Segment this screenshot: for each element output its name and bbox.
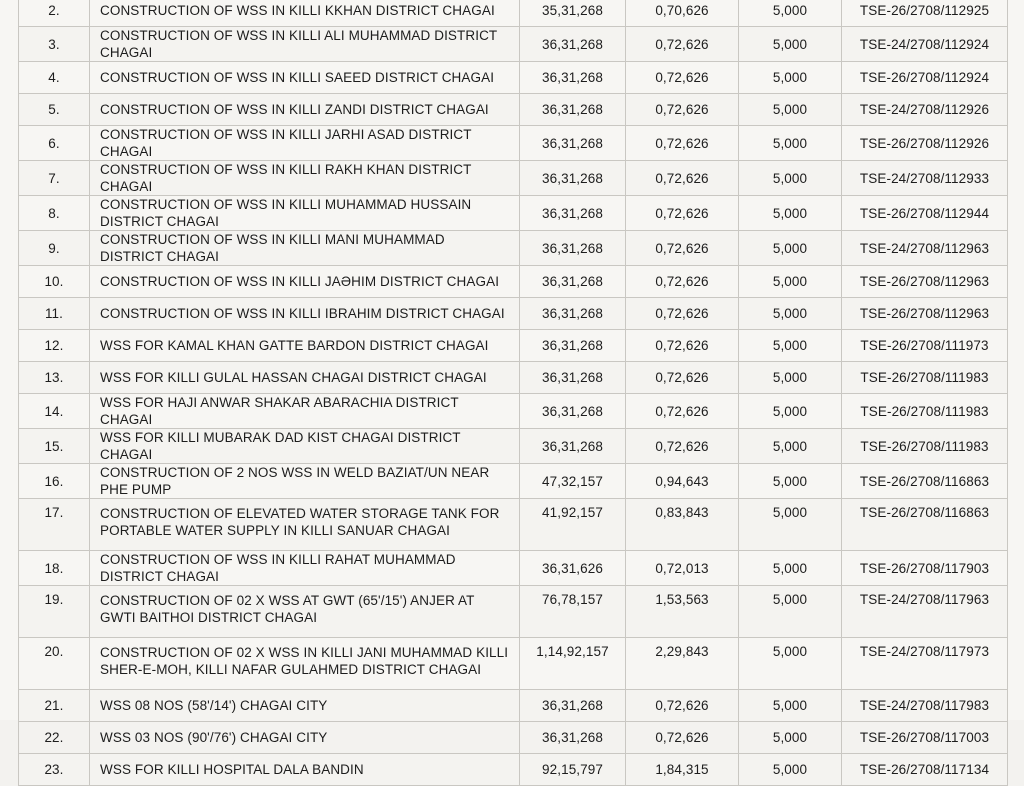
serial-number-cell: 5.: [19, 94, 90, 126]
earnest-money-cell: 0,72,626: [626, 126, 739, 161]
tse-number-cell: TSE-26/2708/112925: [842, 0, 1008, 27]
estimated-cost-cell: 76,78,157: [520, 586, 626, 638]
earnest-money-cell: 0,83,843: [626, 499, 739, 551]
tse-number-cell: TSE-24/2708/117983: [842, 690, 1008, 722]
serial-number-cell: 15.: [19, 429, 90, 464]
earnest-money-cell: 0,94,643: [626, 464, 739, 499]
estimated-cost-cell: 36,31,268: [520, 27, 626, 62]
tse-number-cell: TSE-26/2708/112944: [842, 196, 1008, 231]
estimated-cost-cell: 36,31,268: [520, 196, 626, 231]
work-name-cell: WSS FOR HAJI ANWAR SHAKAR ABARACHIA DISTRICT CHAGAI: [90, 394, 520, 429]
tender-fee-cell: 5,000: [739, 27, 842, 62]
estimated-cost-cell: 36,31,268: [520, 266, 626, 298]
estimated-cost-cell: 36,31,268: [520, 231, 626, 266]
tse-number-cell: TSE-26/2708/111983: [842, 394, 1008, 429]
earnest-money-cell: 1,53,563: [626, 586, 739, 638]
tse-number-cell: TSE-26/2708/112963: [842, 266, 1008, 298]
estimated-cost-cell: 36,31,268: [520, 126, 626, 161]
work-name-cell: CONSTRUCTION OF WSS IN KILLI IBRAHIM DISTRICT CHAGAI: [90, 298, 520, 330]
estimated-cost-cell: 36,31,268: [520, 161, 626, 196]
work-name-cell: CONSTRUCTION OF ELEVATED WATER STORAGE TANK FOR PORTABLE WATER SUPPLY IN KILLI SANUAR CHAGAI: [90, 499, 520, 551]
serial-number-cell: 4.: [19, 62, 90, 94]
tender-fee-cell: 5,000: [739, 266, 842, 298]
tender-fee-cell: 5,000: [739, 0, 842, 27]
table-row: [19, 27, 1008, 62]
serial-number-cell: 13.: [19, 362, 90, 394]
work-name-cell: WSS FOR KILLI MUBARAK DAD KIST CHAGAI DISTRICT CHAGAI: [90, 429, 520, 464]
estimated-cost-cell: 47,32,157: [520, 464, 626, 499]
earnest-money-cell: 0,72,626: [626, 298, 739, 330]
estimated-cost-cell: 36,31,268: [520, 62, 626, 94]
estimated-cost-cell: 36,31,268: [520, 298, 626, 330]
serial-number-cell: 21.: [19, 690, 90, 722]
estimated-cost-cell: 41,92,157: [520, 499, 626, 551]
earnest-money-cell: 0,72,013: [626, 551, 739, 586]
tse-number-cell: TSE-26/2708/117134: [842, 754, 1008, 786]
earnest-money-cell: 0,72,626: [626, 161, 739, 196]
tse-number-cell: TSE-24/2708/112933: [842, 161, 1008, 196]
work-name-cell: CONSTRUCTION OF WSS IN KILLI SAEED DISTRICT CHAGAI: [90, 62, 520, 94]
earnest-money-cell: 0,72,626: [626, 266, 739, 298]
tender-fee-cell: 5,000: [739, 429, 842, 464]
serial-number-cell: 14.: [19, 394, 90, 429]
tse-number-cell: TSE-26/2708/116863: [842, 499, 1008, 551]
estimated-cost-cell: 36,31,268: [520, 362, 626, 394]
tender-fee-cell: 5,000: [739, 330, 842, 362]
tse-number-cell: TSE-26/2708/117903: [842, 551, 1008, 586]
work-name-cell: CONSTRUCTION OF WSS IN KILLI RAKH KHAN DISTRICT CHAGAI: [90, 161, 520, 196]
table-row: [19, 586, 1008, 638]
tender-fee-cell: 5,000: [739, 126, 842, 161]
earnest-money-cell: 0,72,626: [626, 196, 739, 231]
estimated-cost-cell: 36,31,268: [520, 722, 626, 754]
table-row: [19, 62, 1008, 94]
earnest-money-cell: 0,72,626: [626, 690, 739, 722]
work-name-cell: WSS FOR KAMAL KHAN GATTE BARDON DISTRICT CHAGAI: [90, 330, 520, 362]
tender-fee-cell: 5,000: [739, 754, 842, 786]
work-name-cell: WSS FOR KILLI GULAL HASSAN CHAGAI DISTRICT CHAGAI: [90, 362, 520, 394]
serial-number-cell: 9.: [19, 231, 90, 266]
table-row: [19, 394, 1008, 429]
earnest-money-cell: 2,29,843: [626, 638, 739, 690]
table-row: [19, 722, 1008, 754]
tender-fee-cell: 5,000: [739, 499, 842, 551]
earnest-money-cell: 0,72,626: [626, 722, 739, 754]
tse-number-cell: TSE-24/2708/117963: [842, 586, 1008, 638]
estimated-cost-cell: 36,31,268: [520, 330, 626, 362]
work-name-cell: CONSTRUCTION OF 02 X WSS IN KILLI JANI MUHAMMAD KILLI SHER-E-MOH, KILLI NAFAR GULAHMED DISTRICT CHAGAI: [90, 638, 520, 690]
serial-number-cell: 16.: [19, 464, 90, 499]
tse-number-cell: TSE-24/2708/117973: [842, 638, 1008, 690]
earnest-money-cell: 0,70,626: [626, 0, 739, 27]
work-name-cell: WSS FOR KILLI HOSPITAL DALA BANDIN: [90, 754, 520, 786]
earnest-money-cell: 0,72,626: [626, 231, 739, 266]
estimated-cost-cell: 36,31,268: [520, 394, 626, 429]
tse-number-cell: TSE-26/2708/111983: [842, 362, 1008, 394]
tender-fee-cell: 5,000: [739, 231, 842, 266]
tender-fee-cell: 5,000: [739, 722, 842, 754]
tender-rows: [19, 0, 1008, 786]
work-name-cell: CONSTRUCTION OF WSS IN KILLI KKHAN DISTRICT CHAGAI: [90, 0, 520, 27]
table-row: [19, 330, 1008, 362]
serial-number-cell: 23.: [19, 754, 90, 786]
table-row: [19, 551, 1008, 586]
tender-fee-cell: 5,000: [739, 394, 842, 429]
work-name-cell: CONSTRUCTION OF WSS IN KILLI ALI MUHAMMAD DISTRICT CHAGAI: [90, 27, 520, 62]
earnest-money-cell: 0,72,626: [626, 62, 739, 94]
tse-number-cell: TSE-24/2708/112926: [842, 94, 1008, 126]
table-row: [19, 0, 1008, 27]
estimated-cost-cell: 1,14,92,157: [520, 638, 626, 690]
work-name-cell: CONSTRUCTION OF WSS IN KILLI MANI MUHAMMAD DISTRICT CHAGAI: [90, 231, 520, 266]
serial-number-cell: 18.: [19, 551, 90, 586]
table-row: [19, 196, 1008, 231]
table-row: [19, 464, 1008, 499]
tse-number-cell: TSE-24/2708/112963: [842, 231, 1008, 266]
work-name-cell: CONSTRUCTION OF 2 NOS WSS IN WELD BAZIAT/UN NEAR PHE PUMP: [90, 464, 520, 499]
tender-fee-cell: 5,000: [739, 196, 842, 231]
table-row: [19, 298, 1008, 330]
table-row: [19, 362, 1008, 394]
serial-number-cell: 8.: [19, 196, 90, 231]
serial-number-cell: 3.: [19, 27, 90, 62]
tse-number-cell: TSE-26/2708/111973: [842, 330, 1008, 362]
serial-number-cell: 6.: [19, 126, 90, 161]
estimated-cost-cell: 36,31,626: [520, 551, 626, 586]
work-name-cell: CONSTRUCTION OF WSS IN KILLI MUHAMMAD HUSSAIN DISTRICT CHAGAI: [90, 196, 520, 231]
earnest-money-cell: 0,72,626: [626, 362, 739, 394]
serial-number-cell: 7.: [19, 161, 90, 196]
tender-fee-cell: 5,000: [739, 586, 842, 638]
serial-number-cell: 2.: [19, 0, 90, 27]
table-row: [19, 161, 1008, 196]
work-name-cell: WSS 08 NOS (58'/14') CHAGAI CITY: [90, 690, 520, 722]
earnest-money-cell: 1,84,315: [626, 754, 739, 786]
table-row: [19, 429, 1008, 464]
table-row: [19, 266, 1008, 298]
serial-number-cell: 11.: [19, 298, 90, 330]
tse-number-cell: TSE-26/2708/112924: [842, 62, 1008, 94]
table-row: [19, 126, 1008, 161]
tender-fee-cell: 5,000: [739, 94, 842, 126]
earnest-money-cell: 0,72,626: [626, 429, 739, 464]
table-row: [19, 499, 1008, 551]
estimated-cost-cell: 36,31,268: [520, 690, 626, 722]
tender-fee-cell: 5,000: [739, 161, 842, 196]
serial-number-cell: 10.: [19, 266, 90, 298]
work-name-cell: WSS 03 NOS (90'/76') CHAGAI CITY: [90, 722, 520, 754]
estimated-cost-cell: 36,31,268: [520, 94, 626, 126]
tender-fee-cell: 5,000: [739, 464, 842, 499]
tse-number-cell: TSE-26/2708/117003: [842, 722, 1008, 754]
tse-number-cell: TSE-26/2708/112926: [842, 126, 1008, 161]
serial-number-cell: 20.: [19, 638, 90, 690]
estimated-cost-cell: 36,31,268: [520, 429, 626, 464]
tse-number-cell: TSE-26/2708/116863: [842, 464, 1008, 499]
serial-number-cell: 12.: [19, 330, 90, 362]
work-name-cell: CONSTRUCTION OF WSS IN KILLI ZANDI DISTRICT CHAGAI: [90, 94, 520, 126]
table-row: [19, 690, 1008, 722]
tender-fee-cell: 5,000: [739, 362, 842, 394]
tender-fee-cell: 5,000: [739, 551, 842, 586]
earnest-money-cell: 0,72,626: [626, 394, 739, 429]
tender-fee-cell: 5,000: [739, 690, 842, 722]
work-name-cell: CONSTRUCTION OF WSS IN KILLI JAƏHIM DISTRICT CHAGAI: [90, 266, 520, 298]
table-row: [19, 754, 1008, 786]
tse-number-cell: TSE-26/2708/111983: [842, 429, 1008, 464]
estimated-cost-cell: 92,15,797: [520, 754, 626, 786]
estimated-cost-cell: 35,31,268: [520, 0, 626, 27]
table-row: [19, 94, 1008, 126]
tender-fee-cell: 5,000: [739, 298, 842, 330]
earnest-money-cell: 0,72,626: [626, 27, 739, 62]
tse-number-cell: TSE-26/2708/112963: [842, 298, 1008, 330]
tender-fee-cell: 5,000: [739, 638, 842, 690]
table-row: [19, 638, 1008, 690]
earnest-money-cell: 0,72,626: [626, 94, 739, 126]
work-name-cell: CONSTRUCTION OF WSS IN KILLI JARHI ASAD DISTRICT CHAGAI: [90, 126, 520, 161]
work-name-cell: CONSTRUCTION OF WSS IN KILLI RAHAT MUHAMMAD DISTRICT CHAGAI: [90, 551, 520, 586]
serial-number-cell: 17.: [19, 499, 90, 551]
tse-number-cell: TSE-24/2708/112924: [842, 27, 1008, 62]
work-name-cell: CONSTRUCTION OF 02 X WSS AT GWT (65'/15') ANJER AT GWTI BAITHOI DISTRICT CHAGAI: [90, 586, 520, 638]
table-row: [19, 231, 1008, 266]
serial-number-cell: 22.: [19, 722, 90, 754]
tender-fee-cell: 5,000: [739, 62, 842, 94]
serial-number-cell: 19.: [19, 586, 90, 638]
earnest-money-cell: 0,72,626: [626, 330, 739, 362]
tender-schedule-table: [18, 0, 1008, 786]
